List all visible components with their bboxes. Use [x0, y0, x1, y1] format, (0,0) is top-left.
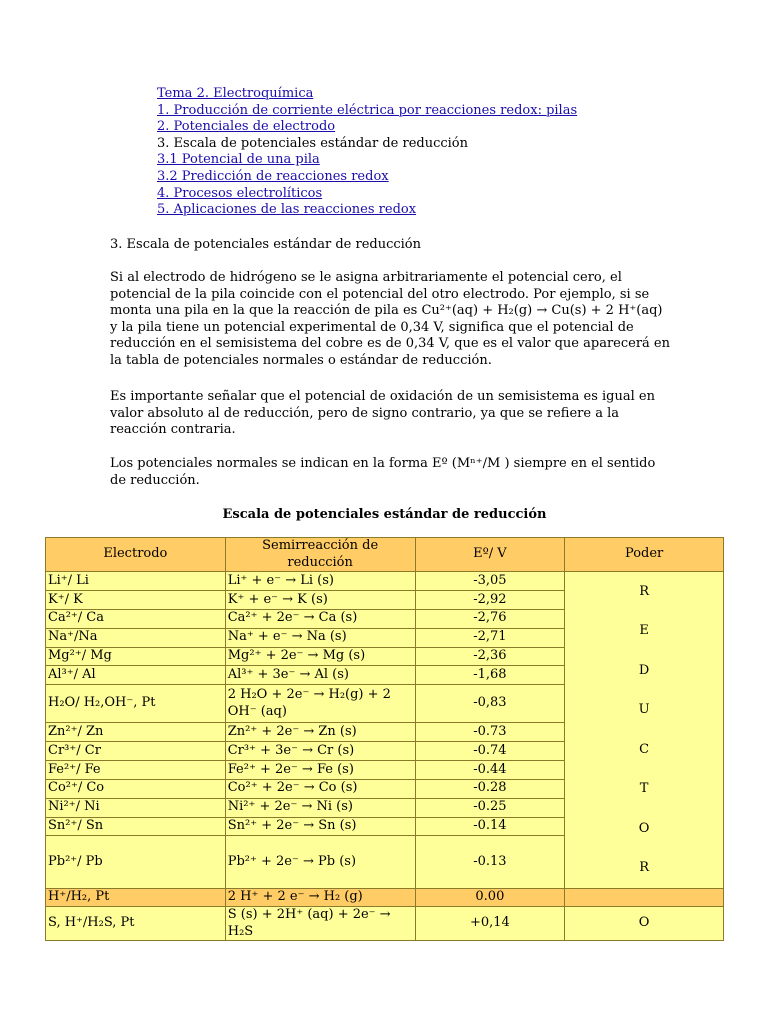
- cell-semirreaccion: Pb²⁺ + 2e⁻ → Pb (s): [225, 836, 415, 889]
- cell-potential: -0,83: [415, 685, 565, 723]
- poder-letter: D: [638, 662, 650, 678]
- header-semirreaccion: Semirreacción de reducción: [225, 538, 415, 572]
- paragraph-normal-potentials: Los potenciales normales se indican en la forma Eº (Mⁿ⁺/M ) siempre en el sentido de reducción.: [110, 456, 656, 488]
- cell-potential: -0.13: [415, 836, 565, 889]
- header-poder: Poder: [565, 538, 724, 572]
- cell-potential: -1,68: [415, 666, 565, 685]
- cell-electrodo: Sn²⁺/ Sn: [46, 817, 226, 836]
- poder-letter: C: [639, 741, 650, 757]
- cell-semirreaccion: 2 H⁺ + 2 e⁻ → H₂ (g): [225, 889, 415, 907]
- cell-potential: +0,14: [415, 907, 565, 941]
- toc-link-section2[interactable]: 2. Potenciales de electrodo: [157, 119, 336, 135]
- cell-electrodo: H⁺/H₂, Pt: [46, 889, 226, 907]
- cell-semirreaccion: Cr³⁺ + 3e⁻ → Cr (s): [225, 742, 415, 761]
- toc-link-section3-2[interactable]: 3.2 Predicción de reacciones redox: [157, 168, 389, 184]
- toc-link-tema2[interactable]: Tema 2. Electroquímica: [157, 86, 314, 101]
- cell-electrodo: Mg²⁺/ Mg: [46, 647, 226, 666]
- table-title: Escala de potenciales estándar de reducción: [222, 507, 547, 522]
- cell-semirreaccion: Sn²⁺ + 2e⁻ → Sn (s): [225, 817, 415, 836]
- cell-semirreaccion: Al³⁺ + 3e⁻ → Al (s): [225, 666, 415, 685]
- cell-semirreaccion: K⁺ + e⁻ → K (s): [225, 590, 415, 609]
- cell-semirreaccion: Fe²⁺ + 2e⁻ → Fe (s): [225, 760, 415, 779]
- toc-link-section5[interactable]: 5. Aplicaciones de las reacciones redox: [157, 202, 417, 218]
- poder-letter: O: [638, 820, 650, 836]
- cell-electrodo: Fe²⁺/ Fe: [46, 760, 226, 779]
- potentials-table: [45, 537, 724, 941]
- cell-potential: -3,05: [415, 572, 565, 591]
- poder-letter: E: [639, 623, 649, 638]
- cell-potential: -0.14: [415, 817, 565, 836]
- cell-potential: -2,36: [415, 647, 565, 666]
- cell-electrodo: Zn²⁺/ Zn: [46, 723, 226, 742]
- cell-semirreaccion: Li⁺ + e⁻ → Li (s): [225, 572, 415, 591]
- cell-poder-reductor: [565, 572, 724, 889]
- table-row-reference: [46, 889, 724, 907]
- cell-semirreaccion: Ca²⁺ + 2e⁻ → Ca (s): [225, 609, 415, 628]
- cell-electrodo: Pb²⁺/ Pb: [46, 836, 226, 889]
- cell-electrodo: S, H⁺/H₂S, Pt: [46, 907, 226, 941]
- toc-current-section3: 3. Escala de potenciales estándar de reducción: [157, 135, 468, 151]
- cell-semirreaccion: Na⁺ + e⁻ → Na (s): [225, 628, 415, 647]
- poder-letter: R: [639, 860, 650, 875]
- paragraph-oxidation-potential: Es importante señalar que el potencial de oxidación de un semisistema es igual en valor absoluto al de reducción, pero de signo contrario, ya que se refiere a la reacción contraria.: [110, 389, 655, 437]
- table-header-row: [46, 538, 724, 572]
- table-of-contents: [157, 86, 577, 219]
- section-heading: 3. Escala de potenciales estándar de reducción: [110, 237, 421, 252]
- cell-electrodo: K⁺/ K: [46, 590, 226, 609]
- header-electrodo: Electrodo: [46, 538, 226, 572]
- cell-electrodo: H₂O/ H₂,OH⁻, Pt: [46, 685, 226, 723]
- cell-electrodo: Al³⁺/ Al: [46, 666, 226, 685]
- cell-potential: -2,92: [415, 590, 565, 609]
- cell-semirreaccion: Ni²⁺ + 2e⁻ → Ni (s): [225, 798, 415, 817]
- toc-link-section1[interactable]: 1. Producción de corriente eléctrica por reacciones redox: pilas: [157, 102, 578, 118]
- cell-potential: -0.28: [415, 779, 565, 798]
- cell-potential: -2,71: [415, 628, 565, 647]
- cell-potential: 0.00: [415, 889, 565, 907]
- cell-electrodo: Ca²⁺/ Ca: [46, 609, 226, 628]
- poder-letter: T: [639, 781, 649, 796]
- cell-poder-empty: [565, 889, 724, 907]
- cell-semirreaccion: S (s) + 2H⁺ (aq) + 2e⁻ → H₂S: [225, 907, 415, 941]
- poder-letter: R: [639, 583, 650, 599]
- cell-poder-oxidante: O: [565, 907, 724, 941]
- cell-semirreaccion: Zn²⁺ + 2e⁻ → Zn (s): [225, 723, 415, 742]
- toc-link-section4[interactable]: 4. Procesos electrolíticos: [157, 185, 323, 201]
- poder-letter: U: [638, 702, 650, 717]
- cell-electrodo: Ni²⁺/ Ni: [46, 798, 226, 817]
- cell-electrodo: Li⁺/ Li: [46, 572, 226, 591]
- cell-semirreaccion: 2 H₂O + 2e⁻ → H₂(g) + 2 OH⁻ (aq): [225, 685, 415, 723]
- header-potential: Eº/ V: [415, 538, 565, 572]
- table-row: [46, 572, 724, 591]
- cell-electrodo: Cr³⁺/ Cr: [46, 742, 226, 761]
- cell-potential: -0.74: [415, 742, 565, 761]
- cell-semirreaccion: Mg²⁺ + 2e⁻ → Mg (s): [225, 647, 415, 666]
- cell-potential: -0.73: [415, 723, 565, 742]
- table-row: [46, 907, 724, 941]
- cell-electrodo: Na⁺/Na: [46, 628, 226, 647]
- paragraph-hydrogen-electrode: Si al electrodo de hidrógeno se le asigna arbitrariamente el potencial cero, el potencial de la pila coincide con el potencial del otro electrodo. Por ejemplo, si se monta una pila en la que la reacción de pila es Cu²⁺(aq) + H₂(g) → Cu(s) + 2 H⁺(aq) y la pila tiene un potencial experimental de 0,34 V, significa que el potencial de reducción en el semisistema del cobre es de 0,34 V, que es el valor que aparecerá en la tabla de potenciales normales o estándar de reducción.: [110, 270, 671, 368]
- cell-semirreaccion: Co²⁺ + 2e⁻ → Co (s): [225, 779, 415, 798]
- cell-potential: -0.25: [415, 798, 565, 817]
- cell-electrodo: Co²⁺/ Co: [46, 779, 226, 798]
- cell-potential: -0.44: [415, 760, 565, 779]
- toc-link-section3-1[interactable]: 3.1 Potencial de una pila: [157, 152, 320, 168]
- cell-potential: -2,76: [415, 609, 565, 628]
